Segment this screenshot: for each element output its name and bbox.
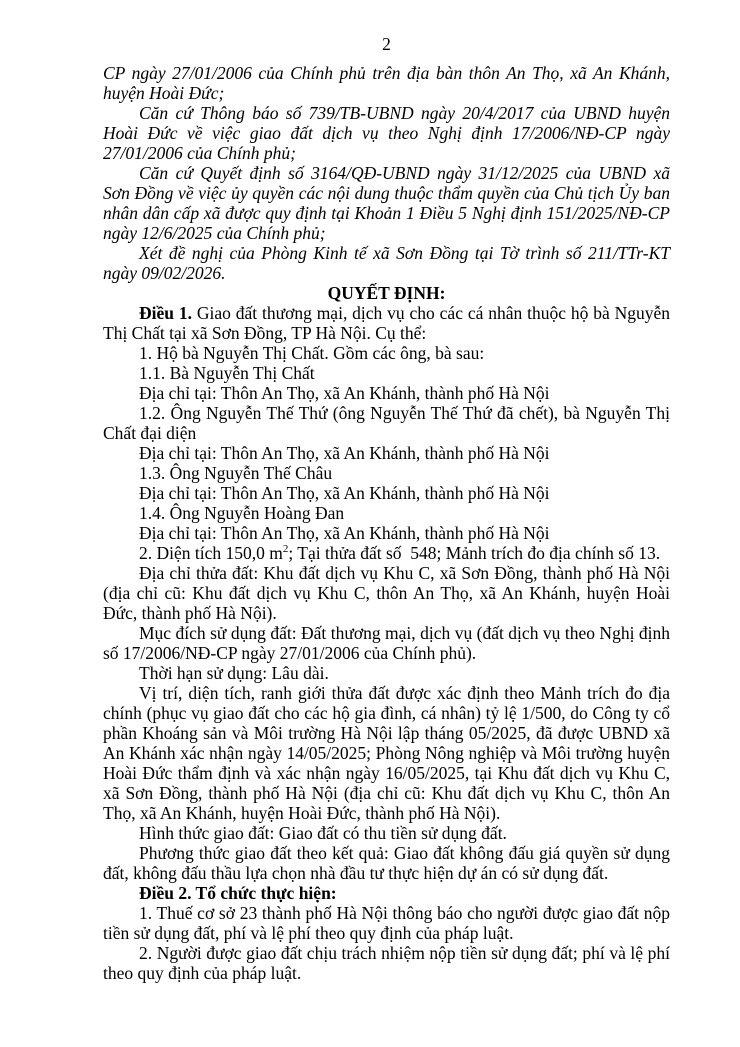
text-run: Giao đất thương mại, dịch vụ cho các cá nhân thuộc hộ bà Nguyễn Thị Chất tại xã Sơn Đồng, TP Hà Nội. Cụ thể:: [103, 303, 671, 343]
item-1-3-person: [103, 463, 670, 483]
text-run: QUYẾT ĐỊNH:: [327, 283, 446, 303]
parcel-address: [103, 563, 670, 623]
text-run: ; Tại thửa đất số 548; Mảnh trích đo địa chính số 13.: [288, 543, 661, 563]
item-2-area: [103, 543, 670, 563]
text-run: Địa chỉ tại: Thôn An Thọ, xã An Khánh, thành phố Hà Nội: [139, 483, 550, 503]
decision-heading: [103, 283, 670, 303]
item-1-2-person: [103, 403, 670, 443]
text-run: Xét đề nghị của Phòng Kinh tế xã Sơn Đồng tại Tờ trình số 211/TTr-KT ngày 09/02/2026.: [103, 243, 670, 283]
article-2-item-2: [103, 943, 670, 983]
text-run: Địa chỉ thửa đất: Khu đất dịch vụ Khu C, xã Sơn Đồng, thành phố Hà Nội (địa chỉ cũ: Khu đất dịch vụ Khu C, thôn An Thọ, xã An Khánh, huyện Hoài Đức, thành phố Hà Nội).: [103, 563, 670, 623]
item-1-1-address: [103, 383, 670, 403]
item-1-2-address: [103, 443, 670, 463]
item-1-household: [103, 343, 670, 363]
text-run: CP ngày 27/01/2006 của Chính phủ trên địa bàn thôn An Thọ, xã An Khánh, huyện Hoài Đức;: [103, 63, 670, 103]
allocation-form: [103, 823, 670, 843]
allocation-method: [103, 843, 670, 883]
text-run: Mục đích sử dụng đất: Đất thương mại, dịch vụ (đất dịch vụ theo Nghị định số 17/2006/NĐ-CP ngày 27/01/2006 của Chính phủ).: [103, 623, 670, 663]
item-1-3-address: [103, 483, 670, 503]
document-body: [103, 63, 670, 983]
text-run: Điều 2. Tổ chức thực hiện:: [139, 883, 337, 903]
preamble-continuation: [103, 63, 670, 103]
text-run: Địa chỉ tại: Thôn An Thọ, xã An Khánh, thành phố Hà Nội: [139, 443, 550, 463]
text-run: 2. Người được giao đất chịu trách nhiệm nộp tiền sử dụng đất; phí và lệ phí theo quy định của pháp luật.: [103, 943, 670, 983]
preamble-can-cu-thong-bao: [103, 103, 670, 163]
land-use-term: [103, 663, 670, 683]
item-1-1-person: [103, 363, 670, 383]
text-run: Địa chỉ tại: Thôn An Thọ, xã An Khánh, thành phố Hà Nội: [139, 523, 550, 543]
item-1-4-person: [103, 503, 670, 523]
preamble-can-cu-quyet-dinh: [103, 163, 670, 243]
text-run: 1.1. Bà Nguyễn Thị Chất: [139, 363, 315, 383]
text-run: Căn cứ Quyết định số 3164/QĐ-UBND ngày 31/12/2025 của UBND xã Sơn Đồng về việc ủy quyền các nội dung thuộc thẩm quyền của Chủ tịch Ủy ban nhân dân cấp xã được quy định tại Khoản 1 Điều 5 Nghị định 151/2025/NĐ-CP ngày 12/6/2025 của Chính phủ;: [103, 163, 670, 243]
location-boundary: [103, 683, 670, 823]
text-run: Căn cứ Thông báo số 739/TB-UBND ngày 20/4/2017 của UBND huyện Hoài Đức về việc giao đất dịch vụ theo Nghị định 17/2006/NĐ-CP ngày 27/01/2006 của Chính phủ;: [103, 103, 670, 163]
text-run: 1. Thuế cơ sở 23 thành phố Hà Nội thông báo cho người được giao đất nộp tiền sử dụng đất, phí và lệ phí theo quy định của pháp luật.: [103, 903, 670, 943]
text-run: 2: [282, 543, 289, 556]
text-run: Địa chỉ tại: Thôn An Thọ, xã An Khánh, thành phố Hà Nội: [139, 383, 550, 403]
text-run: 1.4. Ông Nguyễn Hoàng Đan: [139, 503, 345, 523]
land-use-purpose: [103, 623, 670, 663]
preamble-xet-de-nghi: [103, 243, 670, 283]
text-run: Phương thức giao đất theo kết quả: Giao đất không đấu giá quyền sử dụng đất, không đấu thầu lựa chọn nhà đầu tư thực hiện dự án có sử dụng đất.: [103, 843, 670, 883]
article-2-item-1: [103, 903, 670, 943]
page-number: 2: [382, 34, 391, 54]
article-2: [103, 883, 670, 903]
text-run: 1. Hộ bà Nguyễn Thị Chất. Gồm các ông, bà sau:: [139, 343, 485, 363]
text-run: Điều 1.: [139, 303, 197, 323]
text-run: 1.3. Ông Nguyễn Thế Châu: [139, 463, 333, 483]
text-run: 1.2. Ông Nguyễn Thế Thứ (ông Nguyễn Thế Thứ đã chết), bà Nguyễn Thị Chất đại diện: [103, 403, 670, 443]
article-1: [103, 303, 670, 343]
text-run: 2. Diện tích 150,0 m: [139, 543, 283, 563]
item-1-4-address: [103, 523, 670, 543]
text-run: Vị trí, diện tích, ranh giới thửa đất được xác định theo Mảnh trích đo địa chính (phục vụ giao đất cho các hộ gia đình, cá nhân) tỷ lệ 1/500, do Công ty cổ phần Khoáng sản và Môi trường Hà Nội lập tháng 05/2025, đã được UBND xã An Khánh xác nhận ngày 14/05/2025; Phòng Nông nghiệp và Môi trường huyện Hoài Đức thẩm định và xác nhận ngày 16/05/2025, tại Khu đất dịch vụ Khu C, xã Sơn Đồng, thành phố Hà Nội (địa chỉ cũ: Khu đất dịch vụ Khu C, thôn An Thọ, xã An Khánh, huyện Hoài Đức, thành phố Hà Nội).: [103, 683, 670, 823]
text-run: Hình thức giao đất: Giao đất có thu tiền sử dụng đất.: [139, 823, 507, 843]
text-run: Thời hạn sử dụng: Lâu dài.: [139, 663, 329, 683]
